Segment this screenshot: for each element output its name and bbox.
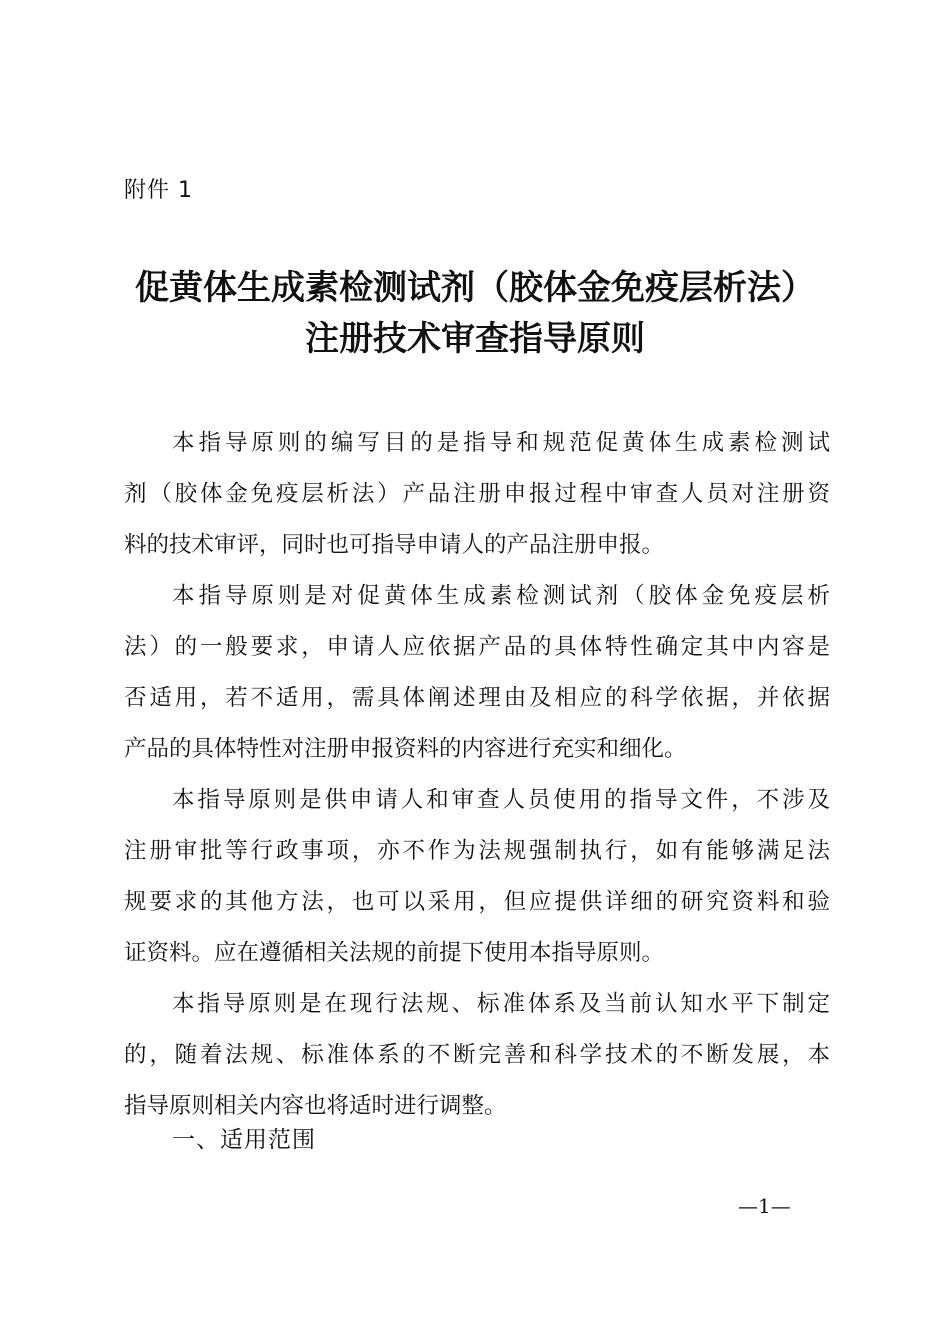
paragraph-line: 的，随着法规、标准体系的不断完善和科学技术的不断发展，本 xyxy=(124,1042,830,1068)
page-number: —1— xyxy=(738,1194,791,1218)
paragraph-line: 法）的一般要求，申请人应依据产品的具体特性确定其中内容是 xyxy=(124,634,830,660)
paragraph-line: 证资料。应在遵循相关法规的前提下使用本指导原则。 xyxy=(124,940,665,966)
paragraph-line: 注册审批等行政事项，亦不作为法规强制执行，如有能够满足法 xyxy=(124,838,830,864)
document-title-line-1: 促黄体生成素检测试剂（胶体金免疫层析法） xyxy=(135,268,815,308)
paragraph-line: 否适用，若不适用，需具体阐述理由及相应的科学依据，并依据 xyxy=(124,685,830,711)
document-body xyxy=(124,418,830,1132)
section-heading: 一、适用范围 xyxy=(172,1127,316,1153)
paragraph xyxy=(124,775,830,979)
paragraph-line: 料的技术审评，同时也可指导申请人的产品注册申报。 xyxy=(124,532,665,558)
paragraph xyxy=(124,571,830,775)
paragraph-line: 本指导原则是供申请人和审查人员使用的指导文件，不涉及 xyxy=(172,787,830,813)
paragraph xyxy=(124,418,830,571)
paragraph-line: 本指导原则是对促黄体生成素检测试剂（胶体金免疫层析 xyxy=(172,583,830,609)
attachment-label: 附件 1 xyxy=(124,178,193,203)
paragraph-line: 规要求的其他方法，也可以采用，但应提供详细的研究资料和验 xyxy=(124,889,830,915)
document-title-line-2: 注册技术审查指导原则 xyxy=(305,319,645,359)
paragraph-line: 剂（胶体金免疫层析法）产品注册申报过程中审查人员对注册资 xyxy=(124,481,830,507)
paragraph-line: 指导原则相关内容也将适时进行调整。 xyxy=(124,1093,507,1119)
paragraph-line: 本指导原则的编写目的是指导和规范促黄体生成素检测试 xyxy=(172,430,830,456)
paragraph-line: 产品的具体特性对注册申报资料的内容进行充实和细化。 xyxy=(124,736,687,762)
paragraph xyxy=(124,979,830,1132)
paragraph-line: 本指导原则是在现行法规、标准体系及当前认知水平下制定 xyxy=(172,991,830,1017)
